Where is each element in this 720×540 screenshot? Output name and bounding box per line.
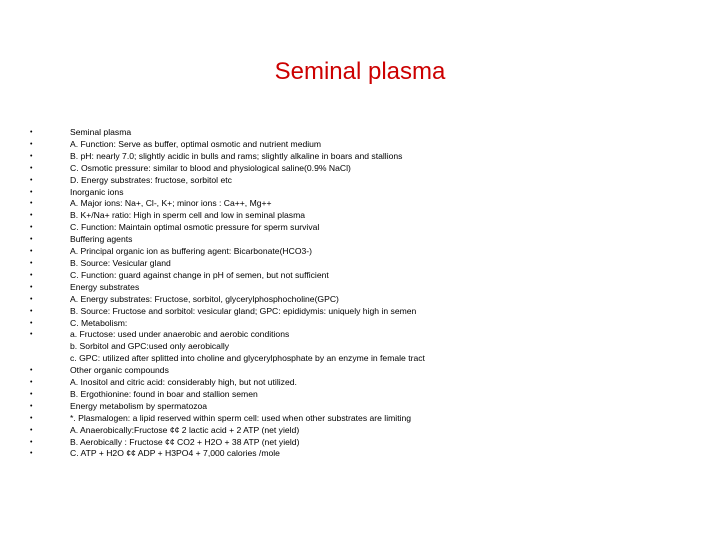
bullet-line: Seminal plasma bbox=[70, 127, 132, 137]
bullet-text bbox=[70, 294, 710, 306]
bullet-line: *. Plasmalogen: a lipid reserved within sperm cell: used when other substrates are limiting bbox=[70, 412, 412, 423]
bullet-text bbox=[70, 329, 710, 365]
bullet-line: Energy metabolism by spermatozoa bbox=[70, 400, 208, 411]
bullet-text bbox=[70, 222, 710, 234]
bullet-icon: • bbox=[30, 140, 33, 148]
bullet-text bbox=[70, 365, 710, 377]
bullet-item bbox=[30, 294, 710, 306]
bullet-item bbox=[30, 306, 710, 318]
bullet-text bbox=[70, 401, 710, 413]
bullet-text bbox=[70, 234, 710, 246]
bullet-icon: • bbox=[30, 129, 33, 136]
bullet-icon: • bbox=[30, 164, 33, 172]
bullet-icon: • bbox=[30, 248, 33, 256]
bullet-item bbox=[30, 187, 710, 199]
bullet-list bbox=[30, 127, 710, 460]
bullet-text bbox=[70, 175, 710, 187]
bullet-item bbox=[30, 246, 710, 258]
bullet-line: B. Source: Fructose and sorbitol: vesicular gland; GPC: epididymis: uniquely high in semen bbox=[70, 305, 417, 316]
bullet-item bbox=[30, 401, 710, 413]
bullet-icon: • bbox=[30, 414, 33, 422]
bullet-line: C. Function: Maintain optimal osmotic pressure for sperm survival bbox=[70, 222, 320, 233]
bullet-line: Inorganic ions bbox=[70, 186, 124, 197]
bullet-item bbox=[30, 437, 710, 449]
bullet-icon: • bbox=[30, 379, 33, 387]
bullet-text bbox=[70, 210, 710, 222]
bullet-icon: • bbox=[30, 402, 33, 410]
bullet-icon: • bbox=[30, 390, 33, 398]
bullet-line: A. Principal organic ion as buffering agent: Bicarbonate(HCO3-) bbox=[70, 246, 313, 257]
bullet-line: Buffering agents bbox=[70, 234, 133, 245]
bullet-line: Other organic compounds bbox=[70, 365, 169, 376]
bullet-item bbox=[30, 210, 710, 222]
bullet-item bbox=[30, 318, 710, 330]
bullet-icon: • bbox=[30, 307, 33, 315]
bullet-icon: • bbox=[30, 236, 33, 244]
bullet-icon: • bbox=[30, 176, 33, 184]
bullet-icon: • bbox=[30, 319, 33, 327]
bullet-item bbox=[30, 163, 710, 175]
bullet-line: C. ATP + H2O ¢¢ ADP + H3PO4 + 7,000 calories /mole bbox=[70, 448, 280, 459]
bullet-item bbox=[30, 151, 710, 163]
bullet-continuation-line: c. GPC: utilized after splitted into choline and glycerylphosphate by an enzyme in female tract bbox=[70, 353, 425, 364]
bullet-text bbox=[70, 282, 710, 294]
bullet-text bbox=[70, 270, 710, 282]
bullet-line: C. Metabolism: bbox=[70, 317, 128, 328]
bullet-icon: • bbox=[30, 212, 33, 220]
bullet-text bbox=[70, 306, 710, 318]
bullet-text bbox=[70, 258, 710, 270]
bullet-icon: • bbox=[30, 367, 33, 375]
bullet-text bbox=[70, 377, 710, 389]
bullet-text bbox=[70, 187, 710, 199]
bullet-item bbox=[30, 139, 710, 151]
bullet-icon: • bbox=[30, 224, 33, 232]
bullet-line: C. Osmotic pressure: similar to blood and physiological saline(0.9% NaCl) bbox=[70, 162, 351, 173]
bullet-line: A. Function: Serve as buffer, optimal osmotic and nutrient medium bbox=[70, 138, 322, 149]
bullet-line: B. Aerobically : Fructose ¢¢ CO2 + H2O + 38 ATP (net yield) bbox=[70, 436, 300, 447]
bullet-item bbox=[30, 282, 710, 294]
bullet-item bbox=[30, 234, 710, 246]
bullet-item bbox=[30, 365, 710, 377]
bullet-icon: • bbox=[30, 450, 33, 458]
bullet-line: a. Fructose: used under anaerobic and aerobic conditions bbox=[70, 329, 290, 340]
bullet-icon: • bbox=[30, 188, 33, 196]
bullet-icon: • bbox=[30, 283, 33, 291]
bullet-item bbox=[30, 127, 710, 139]
bullet-text bbox=[70, 163, 710, 175]
bullet-text bbox=[70, 127, 710, 139]
bullet-text bbox=[70, 389, 710, 401]
bullet-text bbox=[70, 318, 710, 330]
bullet-icon: • bbox=[30, 152, 33, 160]
bullet-line: C. Function: guard against change in pH of semen, but not sufficient bbox=[70, 269, 329, 280]
bullet-icon: • bbox=[30, 331, 33, 339]
bullet-icon: • bbox=[30, 438, 33, 446]
bullet-line: B. Source: Vesicular gland bbox=[70, 257, 171, 268]
bullet-icon: • bbox=[30, 259, 33, 267]
bullet-text bbox=[70, 246, 710, 258]
bullet-text bbox=[70, 437, 710, 449]
bullet-item bbox=[30, 377, 710, 389]
bullet-item bbox=[30, 222, 710, 234]
bullet-item bbox=[30, 389, 710, 401]
bullet-icon: • bbox=[30, 200, 33, 208]
bullet-item bbox=[30, 270, 710, 282]
bullet-item bbox=[30, 175, 710, 187]
bullet-text bbox=[70, 448, 710, 460]
slide-title: Seminal plasma bbox=[274, 58, 446, 85]
bullet-item bbox=[30, 198, 710, 210]
bullet-line: D. Energy substrates: fructose, sorbitol etc bbox=[70, 174, 232, 185]
bullet-line: A. Energy substrates: Fructose, sorbitol, glycerylphosphocholine(GPC) bbox=[70, 293, 339, 304]
bullet-item bbox=[30, 448, 710, 460]
bullet-text bbox=[70, 198, 710, 210]
bullet-icon: • bbox=[30, 426, 33, 434]
bullet-text bbox=[70, 425, 710, 437]
bullet-line: A. Inositol and citric acid: considerably high, but not utilized. bbox=[70, 377, 297, 388]
bullet-line: B. K+/Na+ ratio: High in sperm cell and low in seminal plasma bbox=[70, 210, 306, 221]
bullet-text bbox=[70, 413, 710, 425]
bullet-item bbox=[30, 413, 710, 425]
bullet-line: A. Major ions: Na+, Cl-, K+; minor ions : Ca++, Mg++ bbox=[70, 198, 272, 209]
bullet-item bbox=[30, 425, 710, 437]
bullet-text bbox=[70, 151, 710, 163]
bullet-line: B. Ergothionine: found in boar and stallion semen bbox=[70, 388, 258, 399]
bullet-item bbox=[30, 329, 710, 365]
bullet-icon: • bbox=[30, 295, 33, 303]
bullet-line: B. pH: nearly 7.0; slightly acidic in bulls and rams; slightly alkaline in boars and stallions bbox=[70, 150, 403, 161]
bullet-icon: • bbox=[30, 271, 33, 279]
bullet-continuation-line: b. Sorbitol and GPC:used only aerobically bbox=[70, 341, 230, 352]
bullet-item bbox=[30, 258, 710, 270]
bullet-text bbox=[70, 139, 710, 151]
bullet-line: A. Anaerobically:Fructose ¢¢ 2 lactic acid + 2 ATP (net yield) bbox=[70, 424, 300, 435]
bullet-line: Energy substrates bbox=[70, 281, 140, 292]
